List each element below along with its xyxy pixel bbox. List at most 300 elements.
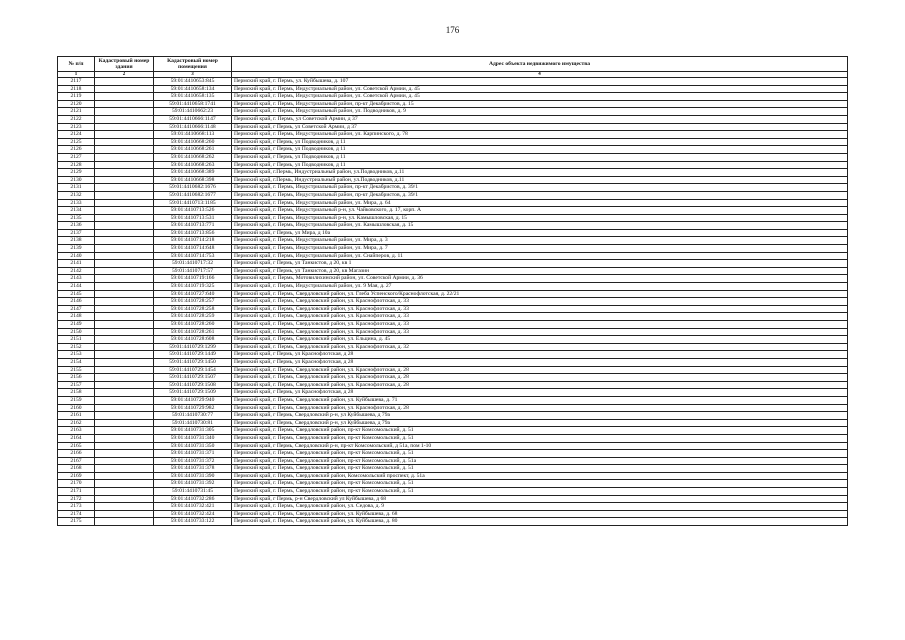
address-cell: Пермский край, г. Пермь, Индустриальный район, ул. Подводников, д. 9 — [232, 108, 848, 116]
header-row-number: № п/п — [58, 57, 95, 72]
table-row — [58, 222, 848, 230]
building-cadastral-cell — [95, 343, 154, 351]
building-cadastral-cell — [95, 518, 154, 526]
row-number-cell: 2158 — [58, 389, 95, 397]
row-number-cell: 2157 — [58, 381, 95, 389]
table-row — [58, 207, 848, 215]
premises-cadastral-cell: 59:01:4410713:526 — [154, 207, 232, 215]
address-cell: Пермский край, г. Пермь, Индустриальный район, пр-кт Декабристов, д. 39/1 — [232, 184, 848, 192]
row-number-cell: 2121 — [58, 108, 95, 116]
premises-cadastral-cell: 59:01:4410729:1509 — [154, 389, 232, 397]
premises-cadastral-cell: 59:01:4410731:350 — [154, 442, 232, 450]
table-row — [58, 404, 848, 412]
row-number-cell: 2155 — [58, 366, 95, 374]
row-number-cell: 2169 — [58, 472, 95, 480]
premises-cadastral-cell: 59:01:4410713:771 — [154, 222, 232, 230]
column-number: 4 — [232, 72, 848, 78]
address-cell: Пермский край, г. Пермь, Индустриальный район, ул. Мира, д. 3 — [232, 237, 848, 245]
premises-cadastral-cell: 59:01:4410731:390 — [154, 472, 232, 480]
row-number-cell: 2161 — [58, 412, 95, 420]
premises-cadastral-cell: 59:01:4410728:259 — [154, 313, 232, 321]
column-number: 3 — [154, 72, 232, 78]
row-number-cell: 2130 — [58, 176, 95, 184]
building-cadastral-cell — [95, 366, 154, 374]
building-cadastral-cell — [95, 503, 154, 511]
building-cadastral-cell — [95, 191, 154, 199]
row-number-cell: 2172 — [58, 495, 95, 503]
row-number-cell: 2150 — [58, 328, 95, 336]
row-number-cell: 2127 — [58, 153, 95, 161]
premises-cadastral-cell: 59:01:4410733:122 — [154, 518, 232, 526]
building-cadastral-cell — [95, 169, 154, 177]
premises-cadastral-cell: 59:01:4410728:608 — [154, 336, 232, 344]
row-number-cell: 2128 — [58, 161, 95, 169]
row-number-cell: 2146 — [58, 298, 95, 306]
row-number-cell: 2117 — [58, 78, 95, 86]
address-cell: Пермский край, г. Пермь, Свердловский район, ул. Краснофлотская, д. 28 — [232, 366, 848, 374]
building-cadastral-cell — [95, 450, 154, 458]
building-cadastral-cell — [95, 381, 154, 389]
address-cell: Пермский край, г.Пермь, Индустриальный район, ул.Подводников, д.11 — [232, 169, 848, 177]
row-number-cell: 2147 — [58, 305, 95, 313]
table-row — [58, 290, 848, 298]
table-row — [58, 237, 848, 245]
row-number-cell: 2149 — [58, 321, 95, 329]
premises-cadastral-cell: 59:01:4410714:218 — [154, 237, 232, 245]
row-number-cell: 2156 — [58, 374, 95, 382]
table-row — [58, 298, 848, 306]
building-cadastral-cell — [95, 78, 154, 86]
premises-cadastral-cell: 59:01:4410730:81 — [154, 419, 232, 427]
table-row — [58, 275, 848, 283]
premises-cadastral-cell: 59:01:4410717:32 — [154, 260, 232, 268]
table-row — [58, 229, 848, 237]
table-row — [58, 93, 848, 101]
address-cell: Пермский край, г Пермь, ул Подводников, д 11 — [232, 146, 848, 154]
table-row — [58, 146, 848, 154]
table-row — [58, 374, 848, 382]
building-cadastral-cell — [95, 260, 154, 268]
building-cadastral-cell — [95, 328, 154, 336]
building-cadastral-cell — [95, 100, 154, 108]
address-cell: Пермский край, г. Пермь, Свердловский район, ул. Краснофлотская, д. 33 — [232, 298, 848, 306]
premises-cadastral-cell: 59:01:4410729:1508 — [154, 381, 232, 389]
building-cadastral-cell — [95, 412, 154, 420]
row-number-cell: 2137 — [58, 229, 95, 237]
premises-cadastral-cell: 59:01:4410682:1677 — [154, 191, 232, 199]
address-cell: Пермский край, г.Пермь, Индустриальный район, ул.Подводников, д.11 — [232, 176, 848, 184]
table-row — [58, 321, 848, 329]
building-cadastral-cell — [95, 321, 154, 329]
row-number-cell: 2123 — [58, 123, 95, 131]
table-row — [58, 389, 848, 397]
address-cell: Пермский край, г Пермь, ул Танкистов, д 20, кв 1 — [232, 260, 848, 268]
premises-cadastral-cell: 59:01:4410732:421 — [154, 503, 232, 511]
table-row — [58, 85, 848, 93]
table-row — [58, 328, 848, 336]
row-number-cell: 2140 — [58, 252, 95, 260]
premises-cadastral-cell: 59:01:4410731:392 — [154, 480, 232, 488]
address-cell: Пермский край, г Пермь, ул Подводников, д 11 — [232, 161, 848, 169]
address-cell: Пермский край, г. Пермь, ул. Куйбышева, д. 107 — [232, 78, 848, 86]
premises-cadastral-cell: 59:01:4410729:982 — [154, 404, 232, 412]
row-number-cell: 2138 — [58, 237, 95, 245]
address-cell: Пермский край, г. Пермь, Свердловский район, пр-кт Комсомольский, д. 51а — [232, 457, 848, 465]
building-cadastral-cell — [95, 161, 154, 169]
premises-cadastral-cell: 59:01:4410682:1676 — [154, 184, 232, 192]
row-number-cell: 2142 — [58, 267, 95, 275]
row-number-cell: 2153 — [58, 351, 95, 359]
premises-cadastral-cell: 59:01:4410728:258 — [154, 305, 232, 313]
building-cadastral-cell — [95, 290, 154, 298]
premises-cadastral-cell: 59:01:4410727:640 — [154, 290, 232, 298]
building-cadastral-cell — [95, 267, 154, 275]
building-cadastral-cell — [95, 457, 154, 465]
premises-cadastral-cell: 59:01:4410662:23 — [154, 108, 232, 116]
table-row — [58, 351, 848, 359]
building-cadastral-cell — [95, 374, 154, 382]
table-row — [58, 442, 848, 450]
building-cadastral-cell — [95, 214, 154, 222]
address-cell: Пермский край, г. Пермь, Свердловский район, пр-кт Комсомольский, д. 51 — [232, 465, 848, 473]
row-number-cell: 2129 — [58, 169, 95, 177]
table-row — [58, 488, 848, 496]
address-cell: Пермский край, г Пермь, ул Подводников, д 11 — [232, 138, 848, 146]
table-row — [58, 381, 848, 389]
table-row — [58, 267, 848, 275]
row-number-cell: 2173 — [58, 503, 95, 511]
building-cadastral-cell — [95, 237, 154, 245]
table-row — [58, 184, 848, 192]
premises-cadastral-cell: 59:01:4410731:45 — [154, 488, 232, 496]
table-row — [58, 472, 848, 480]
table-row — [58, 283, 848, 291]
table-row — [58, 450, 848, 458]
premises-cadastral-cell: 59:01:4410666:1148 — [154, 123, 232, 131]
table-row — [58, 396, 848, 404]
address-cell: Пермский край, г. Пермь, Свердловский район, ул. Краснофлотская, д. 33 — [232, 305, 848, 313]
table-row — [58, 419, 848, 427]
address-cell: Пермский край, г Пермь, р-н Свердловский ул Куйбышева, д 68 — [232, 495, 848, 503]
property-registry-table — [57, 56, 848, 526]
table-row — [58, 161, 848, 169]
row-number-cell: 2125 — [58, 138, 95, 146]
table-row — [58, 343, 848, 351]
building-cadastral-cell — [95, 275, 154, 283]
row-number-cell: 2124 — [58, 131, 95, 139]
building-cadastral-cell — [95, 305, 154, 313]
column-number: 1 — [58, 72, 95, 78]
address-cell: Пермский край, г. Пермь, Свердловский район, ул. Краснофлотская, д. 33 — [232, 328, 848, 336]
premises-cadastral-cell: 59:01:4410731:340 — [154, 434, 232, 442]
premises-cadastral-cell: 59:01:4410668:113 — [154, 131, 232, 139]
building-cadastral-cell — [95, 252, 154, 260]
row-number-cell: 2166 — [58, 450, 95, 458]
address-cell: Пермский край, г. Пермь, Мотовилихинский район, ул. Советской Армии, д. 36 — [232, 275, 848, 283]
premises-cadastral-cell: 59:01:4410728:260 — [154, 321, 232, 329]
table-row — [58, 465, 848, 473]
building-cadastral-cell — [95, 283, 154, 291]
address-cell: Пермский край, г Пермь, Свердловский р-н, ул Куйбышева, д 79а — [232, 419, 848, 427]
building-cadastral-cell — [95, 85, 154, 93]
table-row — [58, 153, 848, 161]
row-number-cell: 2174 — [58, 510, 95, 518]
address-cell: Пермский край, г Пермь, ул Краснофлотская, д 28 — [232, 389, 848, 397]
table-row — [58, 123, 848, 131]
premises-cadastral-cell: 59:01:4410729:1449 — [154, 351, 232, 359]
premises-cadastral-cell: 59:01:4410732:424 — [154, 510, 232, 518]
table-row — [58, 510, 848, 518]
premises-cadastral-cell: 59:01:4410728:261 — [154, 328, 232, 336]
building-cadastral-cell — [95, 229, 154, 237]
building-cadastral-cell — [95, 442, 154, 450]
address-cell: Пермский край, г. Пермь, Свердловский район, ул. Краснофлотская, д. 28 — [232, 381, 848, 389]
premises-cadastral-cell: 59:01:4410668:261 — [154, 146, 232, 154]
row-number-cell: 2148 — [58, 313, 95, 321]
building-cadastral-cell — [95, 207, 154, 215]
row-number-cell: 2152 — [58, 343, 95, 351]
address-cell: Пермский край, г. Пермь, Свердловский район, пр-кт Комсомольский, д. 51 — [232, 450, 848, 458]
building-cadastral-cell — [95, 184, 154, 192]
table-row — [58, 245, 848, 253]
address-cell: Пермский край, г Пермь, ул Танкистов, д 20, кв Магазин — [232, 267, 848, 275]
table-row — [58, 138, 848, 146]
address-cell: Пермский край, г. Пермь, Индустриальный р-н, ул. Чайковского, д. 17, корп. А — [232, 207, 848, 215]
address-cell: Пермский край, г Пермь, ул Подводников, д 11 — [232, 153, 848, 161]
building-cadastral-cell — [95, 199, 154, 207]
building-cadastral-cell — [95, 358, 154, 366]
table-row — [58, 518, 848, 526]
address-cell: Пермский край, г. Пермь, Свердловский район, ул. Ельцина, д. 45 — [232, 336, 848, 344]
building-cadastral-cell — [95, 465, 154, 473]
premises-cadastral-cell: 59:01:4410658:134 — [154, 85, 232, 93]
building-cadastral-cell — [95, 131, 154, 139]
building-cadastral-cell — [95, 146, 154, 154]
address-cell: Пермский край, г. Пермь, Свердловский район, ул. Куйбышева, д. 80 — [232, 518, 848, 526]
premises-cadastral-cell: 59:01:4410668:398 — [154, 176, 232, 184]
row-number-cell: 2132 — [58, 191, 95, 199]
premises-cadastral-cell: 59:01:4410719:325 — [154, 283, 232, 291]
building-cadastral-cell — [95, 510, 154, 518]
row-number-cell: 2120 — [58, 100, 95, 108]
address-cell: Пермский край, г. Пермь, Индустриальный район, пр-кт Декабристов, д. 39/1 — [232, 191, 848, 199]
table-row — [58, 366, 848, 374]
premises-cadastral-cell: 59:01:4410668:263 — [154, 161, 232, 169]
table-row — [58, 108, 848, 116]
address-cell: Пермский край, г. Пермь, Свердловский район, пр-кт Комсомольский, д. 51 — [232, 480, 848, 488]
row-number-cell: 2122 — [58, 115, 95, 123]
address-cell: Пермский край, г Пермь, Свердловский р-н, пр-кт Комсомольский, д 51а, пом 1-10 — [232, 442, 848, 450]
address-cell: Пермский край, г. Пермь, Свердловский район, ул. Куйбышева, д. 68 — [232, 510, 848, 518]
building-cadastral-cell — [95, 313, 154, 321]
premises-cadastral-cell: 59:01:4410668:262 — [154, 153, 232, 161]
address-cell: Пермский край, г Пермь, ул Краснофлотская, д 28 — [232, 351, 848, 359]
building-cadastral-cell — [95, 351, 154, 359]
address-cell: Пермский край, г. Пермь, Свердловский район, ул. Краснофлотская, д. 28 — [232, 404, 848, 412]
premises-cadastral-cell: 59:01:4410713:531 — [154, 214, 232, 222]
table-row — [58, 115, 848, 123]
address-cell: Пермский край, г. Пермь, Индустриальный район, ул. Мира, д. 7 — [232, 245, 848, 253]
row-number-cell: 2135 — [58, 214, 95, 222]
premises-cadastral-cell: 59:01:4410668:260 — [154, 138, 232, 146]
building-cadastral-cell — [95, 176, 154, 184]
table-header-row — [58, 57, 848, 72]
address-cell: Пермский край, г. Пермь, Свердловский район, пр-кт Комсомольский, д. 51 — [232, 434, 848, 442]
row-number-cell: 2141 — [58, 260, 95, 268]
address-cell: Пермский край, г. Пермь, ул Советской Армии, д 37 — [232, 115, 848, 123]
premises-cadastral-cell: 59:01:4410713:856 — [154, 229, 232, 237]
address-cell: Пермский край, г. Пермь, Индустриальный район, ул. Мира, д. 64 — [232, 199, 848, 207]
table-row — [58, 434, 848, 442]
address-cell: Пермский край, г. Пермь, Индустриальный район, ул. Камышловская, д. 15 — [232, 222, 848, 230]
building-cadastral-cell — [95, 115, 154, 123]
header-address: Адрес объекта недвижимого имущества — [232, 57, 848, 72]
building-cadastral-cell — [95, 123, 154, 131]
table-row — [58, 412, 848, 420]
row-number-cell: 2163 — [58, 427, 95, 435]
column-number: 2 — [95, 72, 154, 78]
table-body — [58, 78, 848, 526]
building-cadastral-cell — [95, 419, 154, 427]
row-number-cell: 2164 — [58, 434, 95, 442]
row-number-cell: 2133 — [58, 199, 95, 207]
table-row — [58, 358, 848, 366]
table-row — [58, 169, 848, 177]
address-cell: Пермский край, г. Пермь, Свердловский район, ул. Краснофлотская, д. 28 — [232, 374, 848, 382]
building-cadastral-cell — [95, 298, 154, 306]
table-row — [58, 199, 848, 207]
building-cadastral-cell — [95, 93, 154, 101]
row-number-cell: 2118 — [58, 85, 95, 93]
address-cell: Пермский край, г. Пермь, Индустриальный район, ул. Карпинского, д. 78 — [232, 131, 848, 139]
table-row — [58, 305, 848, 313]
address-cell: Пермский край, г. Пермь, Индустриальный район, ул. Снайперов, д. 11 — [232, 252, 848, 260]
building-cadastral-cell — [95, 495, 154, 503]
building-cadastral-cell — [95, 472, 154, 480]
premises-cadastral-cell: 59:01:4410729:1454 — [154, 366, 232, 374]
premises-cadastral-cell: 59:01:4410731:378 — [154, 465, 232, 473]
address-cell: Пермский край, г Пермь, ул Мира, д 10а — [232, 229, 848, 237]
premises-cadastral-cell: 59:01:4410729:1507 — [154, 374, 232, 382]
building-cadastral-cell — [95, 138, 154, 146]
address-cell: Пермский край, г. Пермь, Свердловский район, ул. Краснофлотская, д. 33 — [232, 313, 848, 321]
premises-cadastral-cell: 59:01:4410729:1299 — [154, 343, 232, 351]
row-number-cell: 2167 — [58, 457, 95, 465]
premises-cadastral-cell: 59:01:4410658:135 — [154, 93, 232, 101]
address-cell: Пермский край, г. Пермь, Свердловский район, ул. Седова, д. 9 — [232, 503, 848, 511]
row-number-cell: 2139 — [58, 245, 95, 253]
row-number-cell: 2162 — [58, 419, 95, 427]
table-row — [58, 191, 848, 199]
table-row — [58, 78, 848, 86]
premises-cadastral-cell: 59:01:4410728:257 — [154, 298, 232, 306]
page-number: 176 — [445, 25, 460, 35]
address-cell: Пермский край, г. Пермь, Свердловский район, ул. Глеба Успенского/Краснофлотская, д. 22/21 — [232, 290, 848, 298]
table-row — [58, 427, 848, 435]
table-row — [58, 457, 848, 465]
row-number-cell: 2144 — [58, 283, 95, 291]
premises-cadastral-cell: 59:01:4410714:753 — [154, 252, 232, 260]
premises-cadastral-cell: 59:01:4410658:1741 — [154, 100, 232, 108]
building-cadastral-cell — [95, 389, 154, 397]
row-number-cell: 2151 — [58, 336, 95, 344]
building-cadastral-cell — [95, 245, 154, 253]
row-number-cell: 2175 — [58, 518, 95, 526]
building-cadastral-cell — [95, 396, 154, 404]
address-cell: Пермский край, г. Пермь, Индустриальный район, ул. Советской Армии, д. 45 — [232, 85, 848, 93]
premises-cadastral-cell: 59:01:4410729:940 — [154, 396, 232, 404]
row-number-cell: 2145 — [58, 290, 95, 298]
row-number-cell: 2143 — [58, 275, 95, 283]
building-cadastral-cell — [95, 108, 154, 116]
row-number-cell: 2136 — [58, 222, 95, 230]
premises-cadastral-cell: 59:01:4410729:1450 — [154, 358, 232, 366]
address-cell: Пермский край, г Пермь, Свердловский р-н, ул Куйбышева, д 79а — [232, 412, 848, 420]
row-number-cell: 2159 — [58, 396, 95, 404]
row-number-cell: 2126 — [58, 146, 95, 154]
building-cadastral-cell — [95, 153, 154, 161]
premises-cadastral-cell: 59:01:4410730:77 — [154, 412, 232, 420]
table-row — [58, 313, 848, 321]
table-row — [58, 252, 848, 260]
address-cell: Пермский край, г. Пермь, Индустриальный район, ул. 9 Мая, д. 27 — [232, 283, 848, 291]
table-row — [58, 336, 848, 344]
header-premises-cadastral: Кадастровый номер помещения — [154, 57, 232, 72]
row-number-cell: 2168 — [58, 465, 95, 473]
premises-cadastral-cell: 59:01:4410717:57 — [154, 267, 232, 275]
premises-cadastral-cell: 59:01:4410653:845 — [154, 78, 232, 86]
table-row — [58, 131, 848, 139]
premises-cadastral-cell: 59:01:4410732:286 — [154, 495, 232, 503]
address-cell: Пермский край, г. Пермь, Свердловский район, пр-кт Комсомольский, д. 51 — [232, 427, 848, 435]
premises-cadastral-cell: 59:01:4410714:648 — [154, 245, 232, 253]
table-row — [58, 176, 848, 184]
address-cell: Пермский край, г Пермь, ул Советской Армии, д 37 — [232, 123, 848, 131]
premises-cadastral-cell: 59:01:4410668:389 — [154, 169, 232, 177]
building-cadastral-cell — [95, 336, 154, 344]
row-number-cell: 2154 — [58, 358, 95, 366]
premises-cadastral-cell: 59:01:4410731:371 — [154, 450, 232, 458]
building-cadastral-cell — [95, 404, 154, 412]
building-cadastral-cell — [95, 427, 154, 435]
address-cell: Пермский край, г. Пермь, Индустриальный район, пр-кт Декабристов, д. 15 — [232, 100, 848, 108]
row-number-cell: 2119 — [58, 93, 95, 101]
address-cell: Пермский край, г. Пермь, Свердловский район, ул. Куйбышева, д. 71 — [232, 396, 848, 404]
premises-cadastral-cell: 59:01:4410731:372 — [154, 457, 232, 465]
building-cadastral-cell — [95, 480, 154, 488]
building-cadastral-cell — [95, 488, 154, 496]
address-cell: Пермский край, г Пермь, ул Краснофлотская, д 28 — [232, 358, 848, 366]
address-cell: Пермский край, г. Пермь, Свердловский район, Комсомольский проспект, д. 51а — [232, 472, 848, 480]
premises-cadastral-cell: 59:01:4410666:1147 — [154, 115, 232, 123]
table-row — [58, 214, 848, 222]
premises-cadastral-cell: 59:01:4410731:305 — [154, 427, 232, 435]
address-cell: Пермский край, г. Пермь, Свердловский район, ул. Краснофлотская, д. 33 — [232, 321, 848, 329]
premises-cadastral-cell: 59:01:4410713:1185 — [154, 199, 232, 207]
table-row — [58, 503, 848, 511]
row-number-cell: 2170 — [58, 480, 95, 488]
table-row — [58, 100, 848, 108]
address-cell: Пермский край, г. Пермь, Индустриальный район, ул. Советской Армии, д. 45 — [232, 93, 848, 101]
table-row — [58, 495, 848, 503]
header-building-cadastral: Кадастровый номер здания — [95, 57, 154, 72]
row-number-cell: 2165 — [58, 442, 95, 450]
building-cadastral-cell — [95, 434, 154, 442]
row-number-cell: 2131 — [58, 184, 95, 192]
row-number-cell: 2134 — [58, 207, 95, 215]
building-cadastral-cell — [95, 222, 154, 230]
address-cell: Пермский край, г. Пермь, Свердловский район, ул. Краснофлотская, д. 32 — [232, 343, 848, 351]
